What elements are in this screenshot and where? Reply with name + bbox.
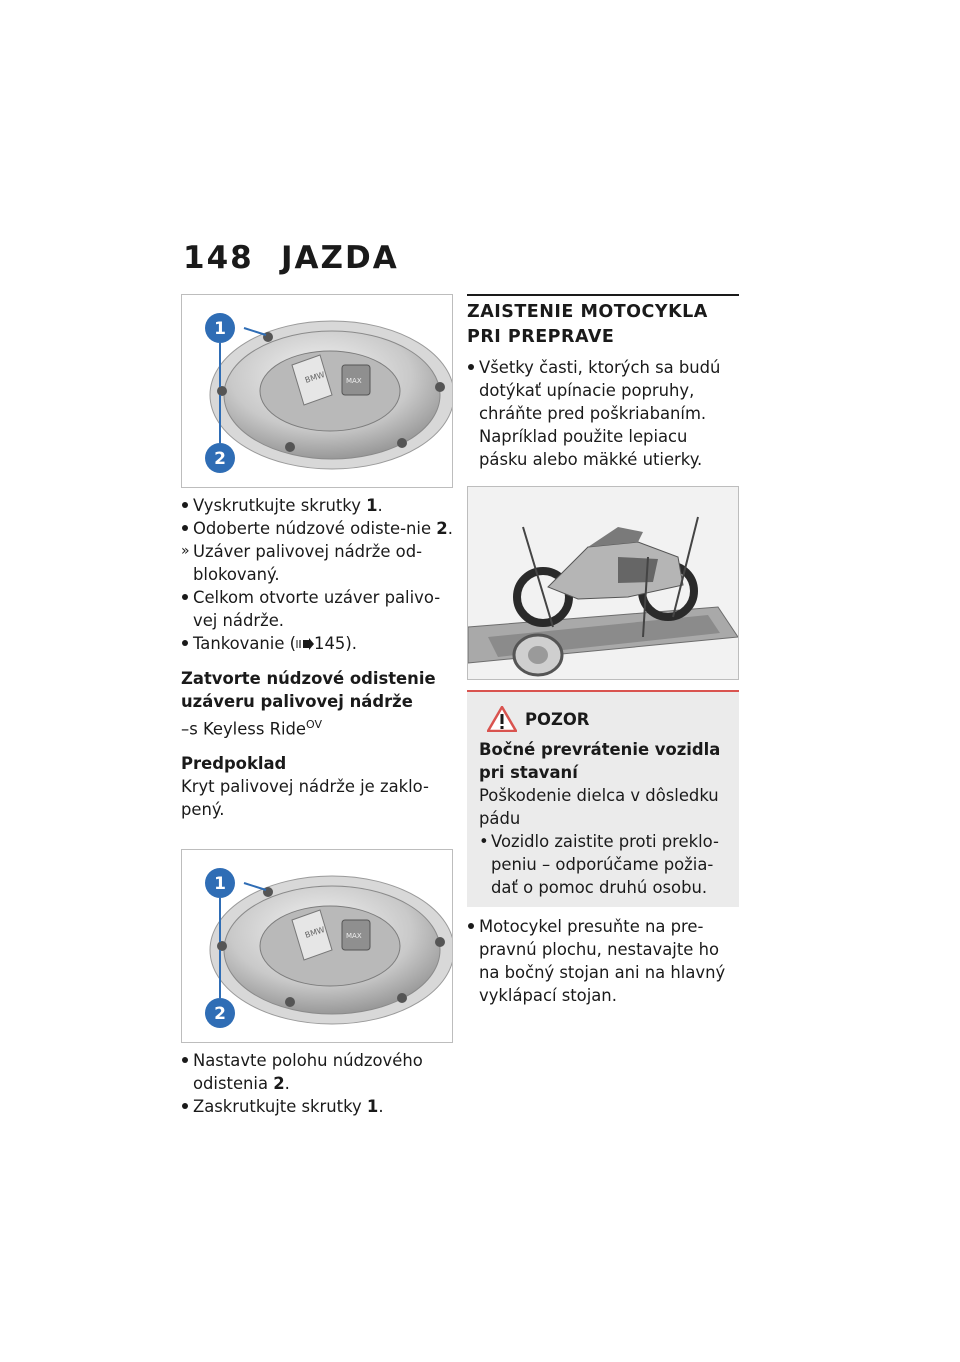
callout-2: 2 [214,1004,226,1025]
list-item: • Vozidlo zaistite proti preklo-peniu – odporúčame požia-dať o pomoc druhú osobu. [479,830,729,899]
list-item: Všetky časti, ktorých sa budú dotýkať upínacie popruhy, chráňte pred poškriabaním. Napríklad použite lepiacu pásku alebo mäkké utierky. [467,356,739,471]
steps-list-2 [181,1049,453,1118]
transport-steps-2 [467,915,739,1007]
variant-line: –s Keyless Ride$^{OV}$ [181,718,323,739]
fuel-cap-illustration-2 [182,850,452,1042]
transport-steps-1 [467,356,739,471]
right-column [467,294,739,1007]
warning-header [487,706,729,732]
callout-1: 1 [214,874,226,895]
warning-measures [479,830,729,899]
warning-box [467,690,739,907]
list-item: Celkom otvorte uzáver palivo-vej nádrže. [181,586,453,632]
list-item: Vyskrutkujte skrutky 1. [181,494,453,517]
callout-2: 2 [214,449,226,469]
cap-label: MAX [346,377,362,385]
callout-1: 1 [214,319,226,339]
motorcycle-trailer-illustration [468,487,738,679]
procedure-heading: Zatvorte núdzové odistenie uzáveru palivovej nádrže [181,669,436,711]
steps-list-1 [181,494,453,655]
list-item: Zaskrutkujte skrutky 1. [181,1095,453,1118]
warning-consequence: Poškodenie dielca v dôsledku pádu [479,786,719,828]
list-item: Nastavte polohu núdzového odistenia 2. [181,1049,453,1095]
fuel-cap-illustration [182,295,452,487]
warning-label: POZOR [525,709,590,729]
prerequisite-text: Kryt palivovej nádrže je zaklo-pený. [181,777,429,820]
section-title: ZAISTENIE MOTOCYKLA PRI PREPRAVE [467,294,739,350]
page-number: 148 [183,240,254,276]
fuel-cap-figure-1 [181,294,453,488]
page-reference-arrow-icon [296,638,314,650]
list-item-reference: Tankovanie ( 145). [181,632,453,655]
fuel-cap-figure-2 [181,849,453,1043]
motorcycle-on-trailer-figure [467,486,739,680]
page-header [183,240,399,276]
warning-triangle-icon [487,706,517,732]
list-item: Odoberte núdzové odiste-nie 2. [181,517,453,540]
list-item: Motocykel presuňte na pre-pravnú plochu, nestavajte ho na bočný stojan ani na hlavný vyklápací stojan. [467,915,739,1007]
chapter-title: JAZDA [281,240,399,276]
cap-brand: BMW [303,925,326,941]
prerequisite-title: Predpoklad [181,754,287,774]
cap-label: MAX [346,932,362,941]
cap-brand: BMW [303,370,326,385]
page-reference-link[interactable]: 145 [314,634,346,653]
list-item-result: » Uzáver palivovej nádrže od-blokovaný. [181,540,453,586]
left-column [181,294,453,1118]
warning-title: Bočné prevrátenie vozidla pri stavaní [479,740,721,782]
